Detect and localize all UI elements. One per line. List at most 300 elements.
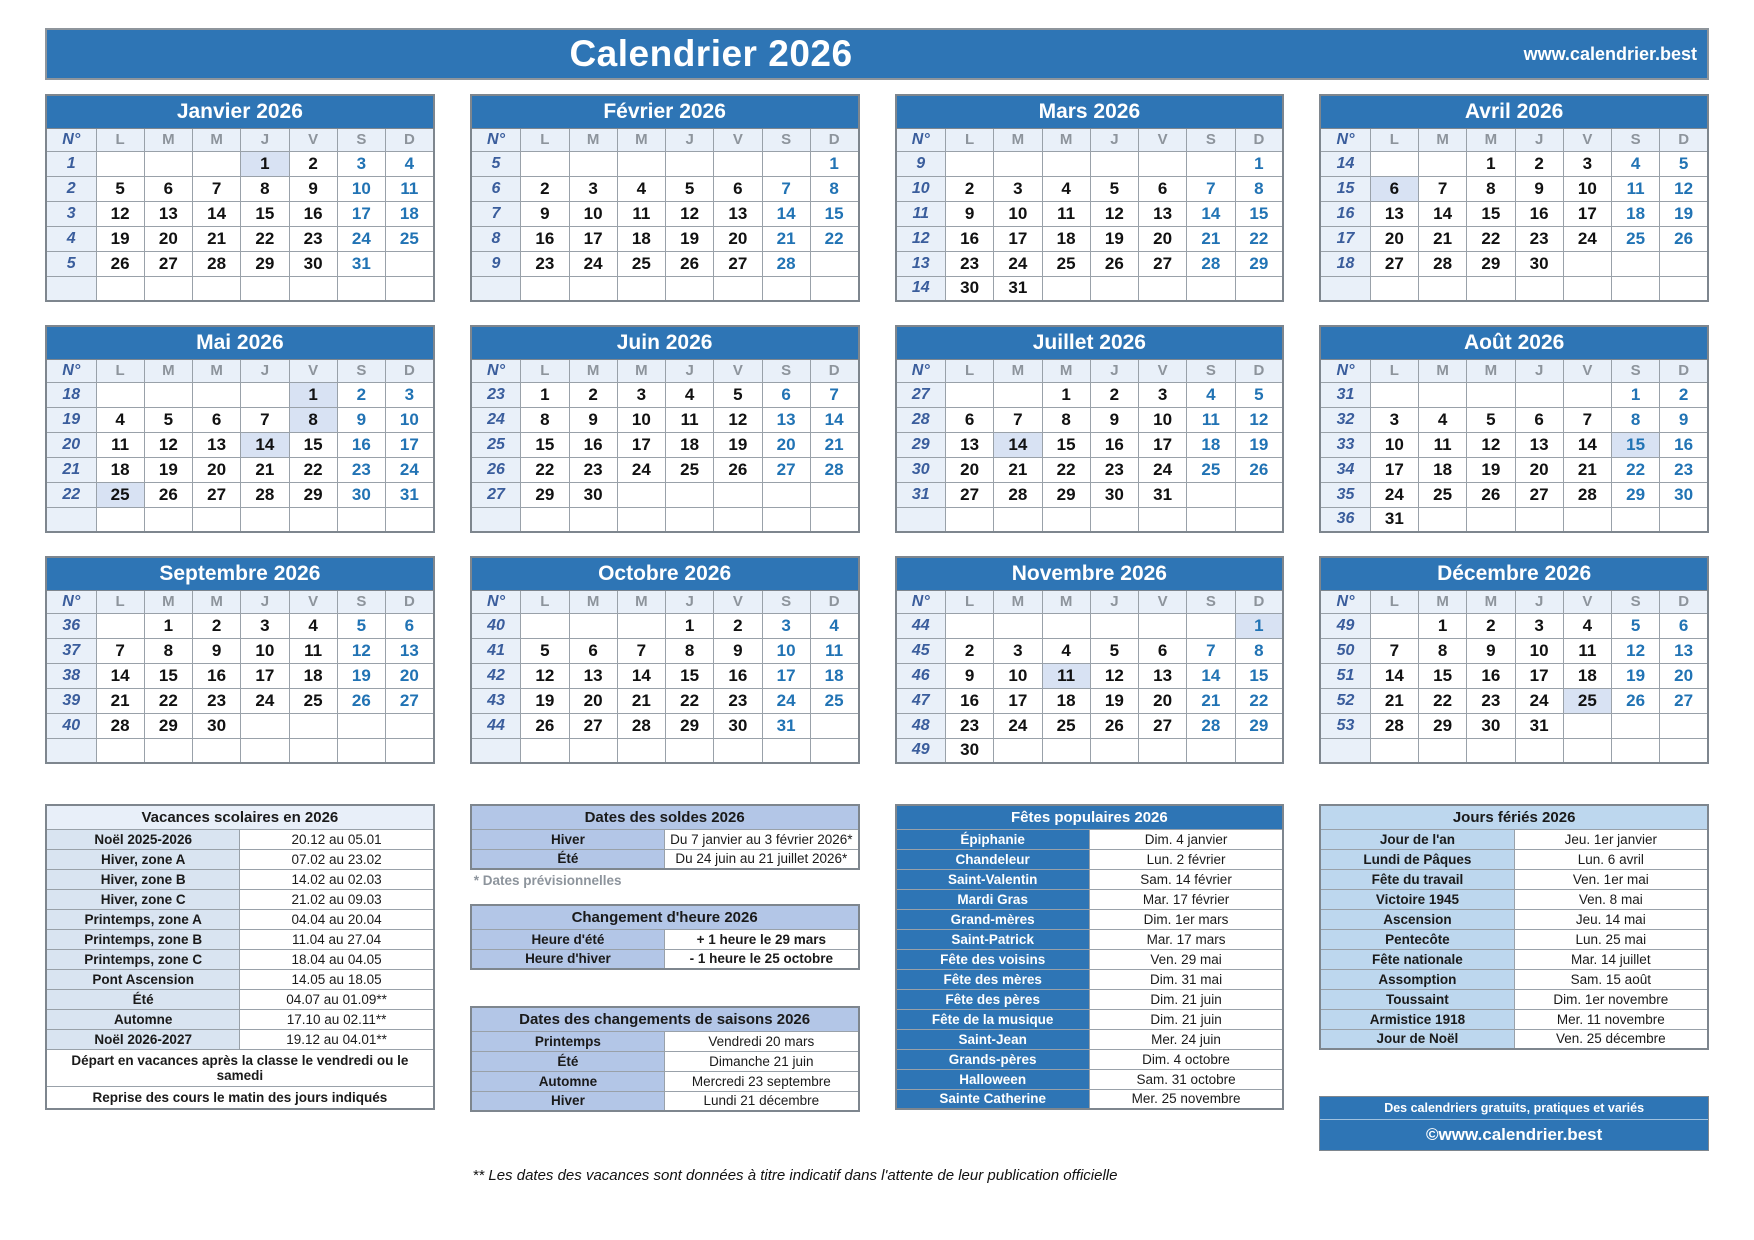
week-number-cell: 12 <box>896 226 946 251</box>
day-cell: 26 <box>144 482 192 507</box>
day-header-cell: M <box>994 128 1042 151</box>
day-cell: 26 <box>666 251 714 276</box>
week-row <box>896 407 1284 432</box>
day-header-row <box>471 590 859 613</box>
week-number-header: N° <box>46 359 96 382</box>
day-cell <box>762 151 810 176</box>
day-header-cell: L <box>1370 359 1418 382</box>
week-row <box>1320 738 1708 763</box>
week-row <box>1320 432 1708 457</box>
info-label: Hiver, zone A <box>46 849 240 869</box>
day-cell: 10 <box>386 407 434 432</box>
day-cell: 7 <box>96 638 144 663</box>
day-cell: 2 <box>946 638 994 663</box>
day-cell: 22 <box>1235 688 1283 713</box>
week-number-cell: 40 <box>471 613 521 638</box>
day-cell: 2 <box>1090 382 1138 407</box>
day-header-row <box>1320 359 1708 382</box>
info-label: Printemps, zone C <box>46 949 240 969</box>
day-cell: 3 <box>762 613 810 638</box>
day-cell: 29 <box>1467 251 1515 276</box>
week-row <box>471 151 859 176</box>
day-cell: 6 <box>946 407 994 432</box>
day-cell <box>1187 151 1235 176</box>
week-row <box>471 432 859 457</box>
day-cell: 31 <box>386 482 434 507</box>
day-cell: 6 <box>386 613 434 638</box>
day-cell <box>241 713 289 738</box>
day-cell <box>1090 507 1138 532</box>
day-cell: 3 <box>337 151 385 176</box>
day-cell: 6 <box>1660 613 1708 638</box>
day-cell: 30 <box>946 276 994 301</box>
info-value: Lundi 21 décembre <box>665 1091 859 1111</box>
week-number-cell: 5 <box>46 251 96 276</box>
week-row <box>896 251 1284 276</box>
day-header-row <box>896 359 1284 382</box>
day-cell: 12 <box>96 201 144 226</box>
day-cell: 23 <box>1660 457 1708 482</box>
day-header-cell: V <box>1563 359 1611 382</box>
day-cell: 26 <box>1090 713 1138 738</box>
day-cell: 11 <box>1612 176 1660 201</box>
day-cell <box>1467 382 1515 407</box>
info-value: Ven. 8 mai <box>1514 889 1708 909</box>
day-cell <box>96 738 144 763</box>
info-label: Jour de l'an <box>1320 829 1514 849</box>
day-cell: 9 <box>289 176 337 201</box>
info-table-title: Changement d'heure 2026 <box>471 905 859 929</box>
day-cell <box>1235 276 1283 301</box>
week-number-cell <box>46 738 96 763</box>
day-cell: 23 <box>521 251 569 276</box>
day-header-cell: S <box>1187 128 1235 151</box>
day-cell: 13 <box>714 201 762 226</box>
info-row <box>1320 929 1708 949</box>
day-header-cell: L <box>521 359 569 382</box>
day-cell: 2 <box>337 382 385 407</box>
day-cell: 16 <box>1515 201 1563 226</box>
day-header-cell: D <box>1660 359 1708 382</box>
week-number-cell: 40 <box>46 713 96 738</box>
day-cell: 25 <box>1187 457 1235 482</box>
week-row <box>896 688 1284 713</box>
week-row <box>46 382 434 407</box>
day-cell <box>1515 276 1563 301</box>
day-cell <box>994 507 1042 532</box>
day-cell: 3 <box>1139 382 1187 407</box>
day-cell: 4 <box>1612 151 1660 176</box>
day-cell: 2 <box>946 176 994 201</box>
info-table-header-row <box>471 805 859 829</box>
day-cell <box>193 507 241 532</box>
day-cell: 22 <box>1235 226 1283 251</box>
week-row <box>46 663 434 688</box>
day-cell: 9 <box>946 663 994 688</box>
soldes-table <box>470 804 860 870</box>
day-cell <box>1612 738 1660 763</box>
day-cell: 2 <box>1467 613 1515 638</box>
week-number-cell: 26 <box>471 457 521 482</box>
day-cell: 20 <box>386 663 434 688</box>
day-header-cell: M <box>144 359 192 382</box>
day-cell <box>144 507 192 532</box>
info-label: Hiver, zone C <box>46 889 240 909</box>
day-cell: 5 <box>1612 613 1660 638</box>
day-cell <box>144 738 192 763</box>
week-number-cell <box>46 507 96 532</box>
day-cell: 13 <box>193 432 241 457</box>
week-number-cell: 31 <box>896 482 946 507</box>
day-cell: 22 <box>289 457 337 482</box>
day-cell: 21 <box>1419 226 1467 251</box>
info-row <box>1320 909 1708 929</box>
month-header-row <box>471 557 859 590</box>
month-header-row <box>46 326 434 359</box>
week-number-cell: 47 <box>896 688 946 713</box>
week-row <box>471 738 859 763</box>
day-cell <box>1187 482 1235 507</box>
day-cell: 1 <box>810 151 858 176</box>
info-row <box>1320 969 1708 989</box>
week-row <box>471 613 859 638</box>
day-cell: 5 <box>1467 407 1515 432</box>
day-header-cell: J <box>1515 359 1563 382</box>
day-header-cell: M <box>1042 359 1090 382</box>
day-cell <box>617 507 665 532</box>
day-cell <box>569 276 617 301</box>
day-cell: 22 <box>1612 457 1660 482</box>
day-cell: 3 <box>569 176 617 201</box>
week-number-header: N° <box>1320 359 1370 382</box>
info-value: 17.10 au 02.11** <box>240 1009 434 1029</box>
day-cell: 26 <box>1612 688 1660 713</box>
week-row <box>46 738 434 763</box>
day-cell <box>810 482 858 507</box>
info-row <box>46 929 434 949</box>
info-label: Hiver <box>471 1091 665 1111</box>
day-cell: 12 <box>337 638 385 663</box>
day-cell: 11 <box>1042 663 1090 688</box>
info-row <box>471 929 859 949</box>
info-note: Reprise des cours le matin des jours indiqués <box>46 1086 434 1109</box>
day-cell: 12 <box>144 432 192 457</box>
day-cell: 2 <box>289 151 337 176</box>
day-cell: 30 <box>1467 713 1515 738</box>
info-row <box>471 1051 859 1071</box>
day-cell <box>1042 276 1090 301</box>
week-row <box>471 407 859 432</box>
day-cell: 19 <box>1612 663 1660 688</box>
info-value: Jeu. 14 mai <box>1514 909 1708 929</box>
info-table-title: Vacances scolaires en 2026 <box>46 805 434 829</box>
info-row <box>896 989 1284 1009</box>
day-cell <box>1370 613 1418 638</box>
day-cell: 21 <box>1187 226 1235 251</box>
day-cell: 4 <box>810 613 858 638</box>
day-cell: 4 <box>96 407 144 432</box>
day-header-cell: L <box>521 590 569 613</box>
week-row <box>46 176 434 201</box>
day-cell: 18 <box>1563 663 1611 688</box>
day-cell <box>96 507 144 532</box>
day-cell: 24 <box>337 226 385 251</box>
day-cell: 30 <box>289 251 337 276</box>
day-cell <box>1563 738 1611 763</box>
info-label: Fête de la musique <box>896 1009 1090 1029</box>
day-cell <box>617 276 665 301</box>
week-number-cell: 18 <box>1320 251 1370 276</box>
day-cell: 21 <box>810 432 858 457</box>
day-cell: 10 <box>1370 432 1418 457</box>
day-cell <box>1563 507 1611 532</box>
day-header-row <box>1320 590 1708 613</box>
week-row <box>46 638 434 663</box>
day-cell: 5 <box>714 382 762 407</box>
day-cell: 4 <box>1042 638 1090 663</box>
info-row <box>1320 889 1708 909</box>
info-row <box>471 1031 859 1051</box>
week-number-cell: 3 <box>46 201 96 226</box>
day-header-cell: S <box>1612 590 1660 613</box>
day-cell: 23 <box>1515 226 1563 251</box>
week-row <box>46 457 434 482</box>
info-value: Sam. 31 octobre <box>1089 1069 1283 1089</box>
day-cell: 1 <box>1612 382 1660 407</box>
week-number-cell: 2 <box>46 176 96 201</box>
week-row <box>1320 507 1708 532</box>
day-cell <box>1090 738 1138 763</box>
day-cell <box>714 507 762 532</box>
day-cell: 20 <box>1370 226 1418 251</box>
day-header-cell: D <box>386 359 434 382</box>
day-cell: 19 <box>714 432 762 457</box>
info-value: Dim. 1er novembre <box>1514 989 1708 1009</box>
day-cell <box>1660 276 1708 301</box>
day-cell <box>386 276 434 301</box>
info-row <box>46 969 434 989</box>
title-bar <box>45 28 1709 80</box>
day-header-row <box>896 128 1284 151</box>
day-cell: 31 <box>994 276 1042 301</box>
week-number-cell: 8 <box>471 226 521 251</box>
info-table-header-row <box>46 805 434 829</box>
info-value: + 1 heure le 29 mars <box>665 929 859 949</box>
day-cell: 17 <box>241 663 289 688</box>
week-number-cell: 19 <box>46 407 96 432</box>
day-cell <box>1042 613 1090 638</box>
day-cell: 13 <box>762 407 810 432</box>
week-row <box>46 407 434 432</box>
day-cell: 13 <box>946 432 994 457</box>
info-label: Assomption <box>1320 969 1514 989</box>
day-header-row <box>46 128 434 151</box>
day-cell: 27 <box>1370 251 1418 276</box>
day-cell: 31 <box>762 713 810 738</box>
day-cell: 8 <box>1042 407 1090 432</box>
info-label: Pont Ascension <box>46 969 240 989</box>
day-header-cell: V <box>1139 359 1187 382</box>
day-header-cell: J <box>1515 590 1563 613</box>
week-row <box>46 482 434 507</box>
day-cell: 25 <box>1419 482 1467 507</box>
day-cell: 14 <box>994 432 1042 457</box>
day-cell: 10 <box>337 176 385 201</box>
day-cell: 8 <box>241 176 289 201</box>
month-header-row <box>896 557 1284 590</box>
day-cell: 12 <box>1612 638 1660 663</box>
day-header-cell: J <box>1090 359 1138 382</box>
info-value: 14.02 au 02.03 <box>240 869 434 889</box>
day-cell: 15 <box>1467 201 1515 226</box>
info-row <box>471 1091 859 1111</box>
day-cell: 28 <box>1187 713 1235 738</box>
day-cell: 9 <box>569 407 617 432</box>
day-cell <box>714 151 762 176</box>
day-cell: 1 <box>241 151 289 176</box>
week-row <box>46 613 434 638</box>
week-row <box>471 688 859 713</box>
day-cell: 28 <box>810 457 858 482</box>
day-cell: 10 <box>762 638 810 663</box>
week-row <box>896 713 1284 738</box>
day-header-cell: S <box>762 590 810 613</box>
info-value: Mar. 17 février <box>1089 889 1283 909</box>
info-row <box>471 849 859 869</box>
day-cell: 12 <box>714 407 762 432</box>
day-header-cell: L <box>1370 590 1418 613</box>
week-number-cell: 49 <box>896 738 946 763</box>
day-cell: 16 <box>1660 432 1708 457</box>
week-row <box>1320 713 1708 738</box>
info-value: Dim. 21 juin <box>1089 1009 1283 1029</box>
day-cell: 22 <box>666 688 714 713</box>
info-value: Dim. 31 mai <box>1089 969 1283 989</box>
day-cell: 25 <box>386 226 434 251</box>
day-cell: 1 <box>1042 382 1090 407</box>
day-cell: 24 <box>1563 226 1611 251</box>
week-row <box>1320 482 1708 507</box>
week-row <box>896 226 1284 251</box>
day-header-cell: J <box>1515 128 1563 151</box>
month-title: Novembre 2026 <box>896 557 1284 590</box>
day-cell <box>1235 738 1283 763</box>
day-cell <box>1419 276 1467 301</box>
day-cell <box>1090 276 1138 301</box>
day-header-cell: D <box>810 128 858 151</box>
day-cell: 21 <box>241 457 289 482</box>
info-note-row <box>46 1086 434 1109</box>
day-cell <box>193 382 241 407</box>
day-cell: 31 <box>1515 713 1563 738</box>
day-cell: 12 <box>521 663 569 688</box>
week-number-cell <box>46 276 96 301</box>
day-cell: 23 <box>193 688 241 713</box>
info-value: 14.05 au 18.05 <box>240 969 434 989</box>
week-row <box>46 251 434 276</box>
day-header-cell: S <box>1612 128 1660 151</box>
day-header-cell: D <box>386 128 434 151</box>
day-cell: 19 <box>521 688 569 713</box>
day-header-cell: S <box>762 128 810 151</box>
day-header-cell: M <box>617 359 665 382</box>
info-label: Saint-Patrick <box>896 929 1090 949</box>
day-cell: 17 <box>1370 457 1418 482</box>
day-cell: 22 <box>1042 457 1090 482</box>
week-row <box>46 151 434 176</box>
info-label: Armistice 1918 <box>1320 1009 1514 1029</box>
day-cell <box>617 613 665 638</box>
week-row <box>896 738 1284 763</box>
info-row <box>1320 1009 1708 1029</box>
day-cell: 9 <box>1467 638 1515 663</box>
day-cell <box>337 507 385 532</box>
day-cell: 23 <box>1467 688 1515 713</box>
day-header-cell: V <box>714 590 762 613</box>
day-header-cell: L <box>521 128 569 151</box>
day-cell: 2 <box>1515 151 1563 176</box>
day-cell: 8 <box>810 176 858 201</box>
month-table <box>1319 94 1709 302</box>
week-number-header: N° <box>471 359 521 382</box>
day-cell: 22 <box>1467 226 1515 251</box>
day-header-cell: J <box>241 359 289 382</box>
week-row <box>46 713 434 738</box>
month-table <box>470 556 860 764</box>
info-value: Lun. 6 avril <box>1514 849 1708 869</box>
day-cell: 27 <box>1515 482 1563 507</box>
day-cell: 14 <box>617 663 665 688</box>
day-cell: 27 <box>714 251 762 276</box>
day-cell: 13 <box>1660 638 1708 663</box>
day-cell: 24 <box>1370 482 1418 507</box>
day-cell: 18 <box>96 457 144 482</box>
month-header-row <box>896 326 1284 359</box>
week-row <box>471 382 859 407</box>
day-cell: 19 <box>96 226 144 251</box>
week-row <box>471 226 859 251</box>
day-cell: 11 <box>810 638 858 663</box>
day-cell: 29 <box>144 713 192 738</box>
info-value: Mar. 17 mars <box>1089 929 1283 949</box>
day-cell <box>241 738 289 763</box>
day-cell: 8 <box>1235 638 1283 663</box>
day-cell: 23 <box>289 226 337 251</box>
day-cell <box>144 382 192 407</box>
day-cell <box>1515 507 1563 532</box>
day-cell <box>193 276 241 301</box>
day-cell: 3 <box>617 382 665 407</box>
day-header-cell: J <box>666 128 714 151</box>
day-cell <box>521 738 569 763</box>
month-table <box>470 94 860 302</box>
week-number-cell: 20 <box>46 432 96 457</box>
week-row <box>471 482 859 507</box>
day-cell: 30 <box>1515 251 1563 276</box>
day-cell <box>1139 738 1187 763</box>
day-cell: 28 <box>1563 482 1611 507</box>
promo-site-link[interactable]: ©www.calendrier.best <box>1425 1125 1603 1144</box>
info-row <box>471 949 859 969</box>
day-cell: 5 <box>96 176 144 201</box>
footer-note: ** Les dates des vacances sont données à titre indicatif dans l'attente de leur publication officielle <box>472 1167 1118 1184</box>
day-cell: 20 <box>1139 226 1187 251</box>
day-cell: 20 <box>1515 457 1563 482</box>
week-number-cell: 39 <box>46 688 96 713</box>
info-table-title: Dates des changements de saisons 2026 <box>471 1007 859 1031</box>
website-link[interactable]: www.calendrier.best <box>1523 43 1697 64</box>
day-cell: 11 <box>666 407 714 432</box>
